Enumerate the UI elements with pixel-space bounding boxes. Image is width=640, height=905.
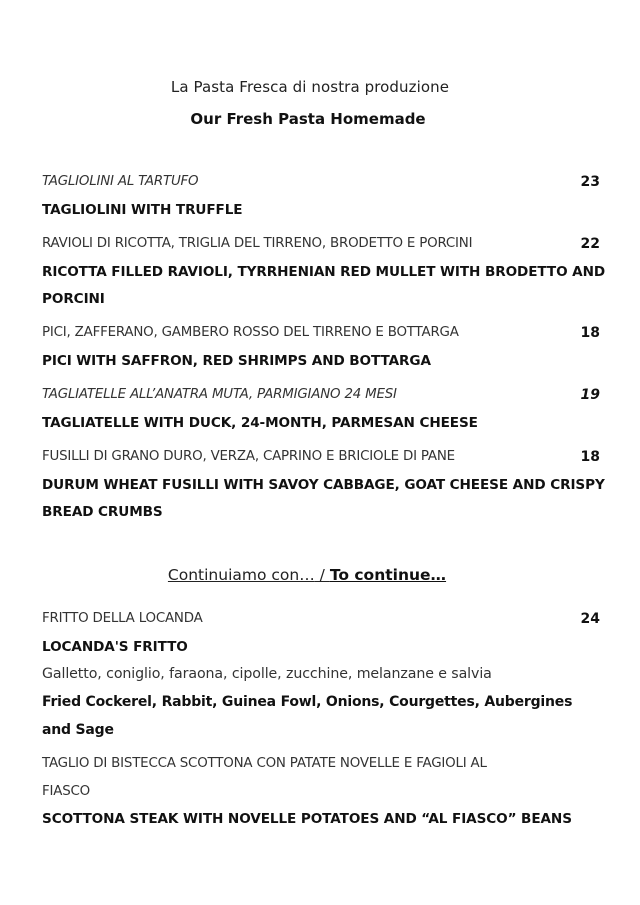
menu-item-name-it: FRITTO DELLA LOCANDA (42, 611, 203, 626)
menu-item-price: 19 (580, 387, 600, 403)
menu-item-name-en: TAGLIATELLE WITH DUCK, 24-MONTH, PARMESAN CHEESE (42, 415, 478, 431)
menu-item-description-it: Galletto, coniglio, faraona, cipolle, zucchine, melanzane e salvia (42, 666, 492, 682)
menu-item-name-it: TAGLIOLINI AL TARTUFO (42, 174, 199, 189)
menu-item-description-en: Fried Cockerel, Rabbit, Guinea Fowl, Onions, Courgettes, Aubergines (42, 694, 573, 710)
section-title-english: Our Fresh Pasta Homemade (190, 110, 426, 128)
menu-item-name-en: PICI WITH SAFFRON, RED SHRIMPS AND BOTTARGA (42, 353, 431, 369)
menu-item-name-it: RAVIOLI DI RICOTTA, TRIGLIA DEL TIRRENO, BRODETTO E PORCINI (42, 236, 473, 251)
menu-item-price: 22 (580, 236, 600, 252)
continue-section-title (0, 566, 614, 584)
menu-item-description-en-continued: and Sage (42, 722, 114, 738)
menu-item-name-en: RICOTTA FILLED RAVIOLI, TYRRHENIAN RED MULLET WITH BRODETTO AND (42, 264, 606, 280)
menu-item-price: 18 (580, 325, 600, 341)
menu-item-name-en-continued: PORCINI (42, 291, 105, 307)
menu-item-name-it: TAGLIO DI BISTECCA SCOTTONA CON PATATE NOVELLE E FAGIOLI AL (42, 756, 487, 771)
menu-item-name-it: FUSILLI DI GRANO DURO, VERZA, CAPRINO E BRICIOLE DI PANE (42, 449, 455, 464)
menu-item-name-en: DURUM WHEAT FUSILLI WITH SAVOY CABBAGE, GOAT CHEESE AND CRISPY (42, 477, 605, 493)
section-title-italian: La Pasta Fresca di nostra produzione (170, 78, 450, 96)
continue-title-english: To continue… (329, 566, 447, 584)
menu-item-name-en-continued: BREAD CRUMBS (42, 504, 163, 520)
menu-item-name-en: TAGLIOLINI WITH TRUFFLE (42, 202, 243, 218)
title-separator: / (314, 566, 330, 584)
menu-item-price: 24 (580, 611, 600, 627)
menu-item-price: 18 (580, 449, 600, 465)
menu-item-name-it: PICI, ZAFFERANO, GAMBERO ROSSO DEL TIRRENO E BOTTARGA (42, 325, 459, 340)
continue-title-italian: Continuiamo con… (167, 566, 315, 584)
menu-item-name-it-continued: FIASCO (42, 784, 91, 799)
menu-item-name-en: SCOTTONA STEAK WITH NOVELLE POTATOES AND “AL FIASCO” BEANS (42, 811, 572, 827)
menu-item-price: 23 (580, 174, 600, 190)
menu-item-name-en: LOCANDA'S FRITTO (42, 639, 188, 655)
menu-item-name-it: TAGLIATELLE ALL’ANATRA MUTA, PARMIGIANO 24 MESI (42, 387, 397, 402)
